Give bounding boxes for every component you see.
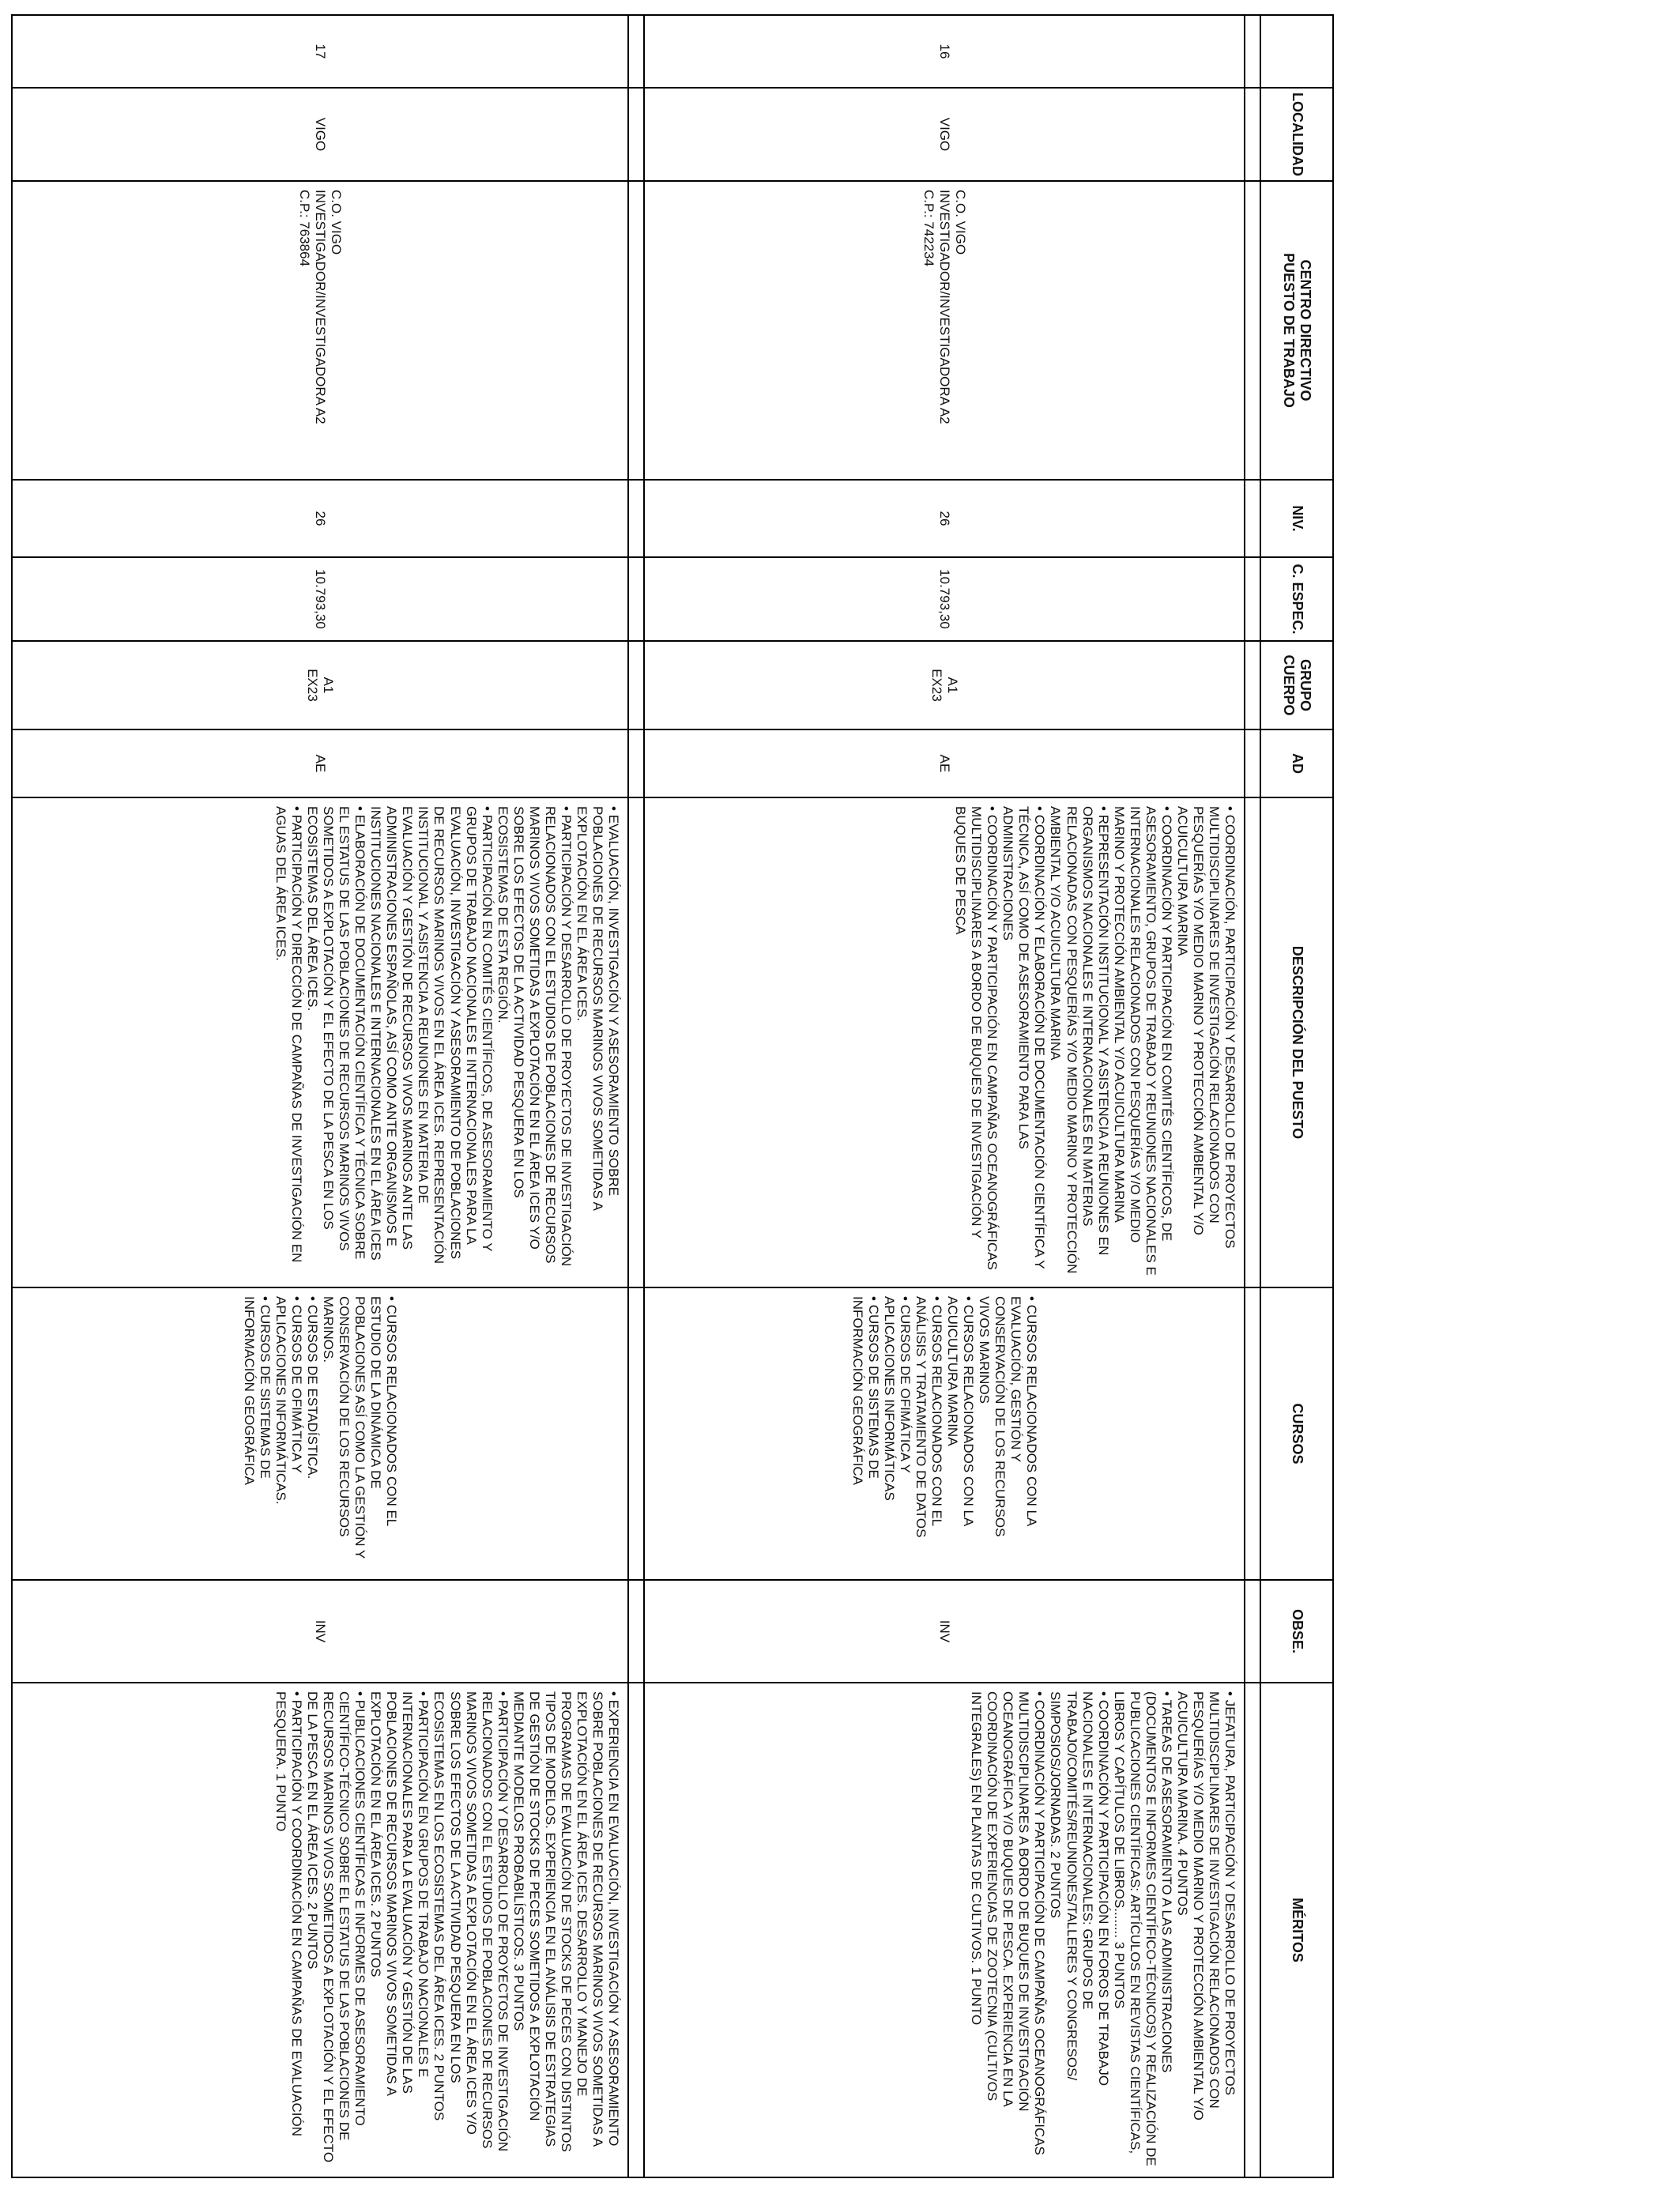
cursos-item: • CURSOS DE OFIMÁTICA Y APLICACIONES INFORMÁTICAS: [881, 1296, 913, 1571]
descripcion-item: • COORDINACIÓN Y PARTICIPACIÓN EN CAMPAÑAS OCEANOGRÁFICAS MULTIDISCIPLINARES A BORDO DE BUQUES DE INVESTIGACIÓN Y BUQUES DE PESCA: [952, 806, 1000, 1279]
header-cespec: C. ESPEC.: [1260, 557, 1333, 641]
descripcion-item: • PARTICIPACIÓN Y DIRECCIÓN DE CAMPAÑAS DE INVESTIGACIÓN EN AGUAS DEL ÁREA ICES.: [273, 806, 304, 1279]
meritos-item: • JEFATURA, PARTICIPACIÓN Y DESARROLLO DE PROYECTOS MULTIDISCIPLINARES DE INVESTIGACIÓN RELACIONADOS CON PESQUERÍAS Y/O MEDIO MARINO Y PROTECCIÓN AMBIENTAL Y/O ACUICULTURA MARINA. 4 PUNTOS: [1174, 1691, 1237, 2169]
header-grupo-line1: GRUPO: [1298, 658, 1314, 711]
cursos-item: • CURSOS RELACIONADOS CON EL ESTUDIO DE LA DINÁMICA DE POBLACIONES ASÍ COMO LA GESTIÓN Y CONSERVACIÓN DE LOS RECURSOS MARINOS.: [320, 1296, 399, 1571]
header-descripcion: DESCRIPCIÓN DEL PUESTO: [1260, 797, 1333, 1287]
descripcion-cell: [644, 797, 1245, 1287]
niv-cell: 26: [12, 480, 628, 557]
cursos-cell: [12, 1287, 628, 1580]
meritos-item: • PARTICIPACIÓN Y DESARROLLO DE PROYECTOS DE INVESTIGACIÓN RELACIONADOS CON EL ESTUDIOS DE POBLACIONES DE RECURSOS MARINOS VIVOS SOMETIDAS A EXPLOTACIÓN EN EL ÁREA ICES Y/O SOBRE LOS EFECTOS DE LA ACTIVIDAD PESQUERA EN LOS ECOSISTEMAS EN LOS ECOSISTEMAS DEL ÁREA ICES. 2 PUNTOS: [431, 1691, 510, 2169]
localidad-cell: VIGO: [12, 88, 628, 181]
centro-line: C.P.: 742234: [921, 190, 936, 267]
cursos-item: • CURSOS DE OFIMÁTICA Y APLICACIONES INFORMÁTICAS.: [273, 1296, 304, 1571]
grupo-value: A1: [321, 677, 337, 694]
cursos-item: • CURSOS DE SISTEMAS DE INFORMACIÓN GEOGRÁFICA: [849, 1296, 881, 1571]
header-centro: [1260, 181, 1333, 480]
header-number: [1260, 15, 1333, 88]
header-cursos: CURSOS: [1260, 1287, 1333, 1580]
centro-line: C.O. VIGO: [329, 190, 345, 255]
descripcion-item: • ELABORACIÓN DE DOCUMENTACIÓN CIENTÍFICA Y TÉCNICA SOBRE EL ESTATUS DE LAS POBLACIONES DE RECURSOS MARINOS VIVOS SOMETIDOS A EXPLOTACIÓN Y EL EFECTO DE LA PESCA EN LOS ECOSISTEMAS DEL ÁREA ICES.: [304, 806, 367, 1279]
row-number: 16: [644, 15, 1245, 88]
ad-cell: AE: [644, 729, 1245, 797]
centro-cell: [12, 181, 628, 480]
header-obse: OBSE.: [1260, 1580, 1333, 1683]
meritos-item: • TAREAS DE ASESORAMIENTO A LAS ADMINISTRACIONES (DOCUMENTOS E INFORMES CIENTÍFICO-TÉCNICOS) Y REALIZACIÓN DE PUBLICACIONES CIENTÍFICAS: ARTÍCULOS EN REVISTAS CIENTÍFICAS, LIBROS Y CAPÍTULOS DE LIBROS........ 3 PUNTOS: [1111, 1691, 1174, 2169]
grupo-value: A1: [945, 677, 961, 694]
meritos-cell: [12, 1683, 628, 2177]
descripcion-item: • PARTICIPACIÓN EN COMITÉS CIENTÍFICOS, DE ASESORAMIENTO Y GRUPOS DE TRABAJO NACIONALES E INTERNACIONALES PARA LA EVALUACIÓN, INVESTIGACIÓN Y ASESORAMIENTO DE POBLACIONES DE RECURSOS MARINOS VIVOS EN EL ÁREA ICES. REPRESENTACIÓN INSTITUCIONAL Y ASISTENCIA A REUNIONES EN MATERIA DE EVALUACIÓN Y GESTIÓN DE RECURSOS VIVOS MARINOS ANTE LAS ADMINISTRACIONES ESPAÑOLAS, ASÍ COMO ANTE ORGANISMOS E INSTITUCIONES NACIONALES E INTERNACIONALES EN EL ÁREA ICES: [367, 806, 494, 1279]
cuerpo-value: EX23: [305, 669, 320, 702]
meritos-item: • PARTICIPACIÓN EN GRUPOS DE TRABAJO NACIONALES E INTERNACIONALES PARA LA EVALUACIÓN Y GESTIÓN DE LAS POBLACIONES DE RECURSOS MARINOS VIVOS SOMETIDAS A EXPLOTACIÓN EN EL ÁREA ICES. 2 PUNTOS: [367, 1691, 431, 2169]
spacer-row: [1245, 15, 1260, 2177]
centro-line: INVESTIGADOR/INVESTIGADORA A2: [937, 190, 953, 424]
descripcion-item: • EVALUACIÓN, INVESTIGACIÓN Y ASESORAMIENTO SOBRE POBLACIONES DE RECURSOS MARINOS VIVOS SOMETIDAS A EXPLOTACIÓN EN EL ÁREA ICES.: [574, 806, 621, 1279]
job-positions-table: [11, 14, 1334, 2178]
header-centro-line2: PUESTO DE TRABAJO: [1281, 253, 1297, 408]
localidad-cell: VIGO: [644, 88, 1245, 181]
meritos-cell: [644, 1683, 1245, 2177]
centro-cell: [644, 181, 1245, 480]
meritos-item: • COORDINACIÓN Y PARTICIPACIÓN EN FOROS DE TRABAJO NACIONALES E INTERNACIONALES: GRUPOS DE TRABAJO/COMITÉS/REUNIONES/TALLERES Y CONGRESOS/ SIMPOSIOS/JORNADAS. 2 PUNTOS: [1047, 1691, 1110, 2169]
cuerpo-value: EX23: [929, 669, 944, 702]
cursos-item: • CURSOS RELACIONADOS CON LA EVALUACIÓN, GESTIÓN Y CONSERVACIÓN DE LOS RECURSOS VIVOS MARINOS: [976, 1296, 1039, 1571]
cursos-item: • CURSOS DE ESTADÍSTICA.: [304, 1296, 320, 1571]
header-niv: NIV.: [1260, 480, 1333, 557]
meritos-item: • PUBLICACIONES CIENTÍFICAS E INFORMES DE ASESORAMIENTO CIENTÍFICO-TÉCNICO SOBRE EL ESTATUS DE LAS POBLACIONES DE RECURSOS MARINOS VIVOS SOMETIDOS A EXPLOTACIÓN Y EL EFECTO DE LA PESCA EN EL ÁREA ICES. 2 PUNTOS: [304, 1691, 367, 2169]
cursos-item: • CURSOS DE SISTEMAS DE INFORMACIÓN GEOGRÁFICA: [241, 1296, 273, 1571]
cespec-cell: 10.793,30: [12, 557, 628, 641]
descripcion-cell: [12, 797, 628, 1287]
obse-cell: INV: [644, 1580, 1245, 1683]
niv-cell: 26: [644, 480, 1245, 557]
grupo-cell: [12, 641, 628, 729]
centro-line: C.O. VIGO: [953, 190, 969, 255]
centro-line: INVESTIGADOR/INVESTIGADORA A2: [313, 190, 329, 424]
descripcion-item: • PARTICIPACIÓN Y DESARROLLO DE PROYECTOS DE INVESTIGACIÓN RELACIONADOS CON EL ESTUDIOS DE POBLACIONES DE RECURSOS MARINOS VIVOS SOMETIDAS A EXPLOTACIÓN EN EL ÁREA ICES Y/O SOBRE LOS EFECTOS DE LA ACTIVIDAD PESQUERA EN LOS ECOSISTEMAS DE ESTA REGIÓN.: [495, 806, 574, 1279]
header-grupo-line2: CUERPO: [1281, 654, 1297, 716]
descripcion-item: • COORDINACIÓN, PARTICIPACIÓN Y DESARROLLO DE PROYECTOS MULTIDISCIPLINARES DE INVESTIGACIÓN RELACIONADOS CON PESQUERÍAS Y/O MEDIO MARINO Y PROTECCIÓN AMBIENTAL Y/O ACUICULTURA MARINA: [1174, 806, 1237, 1279]
header-ad: AD: [1260, 729, 1333, 797]
spacer-row: [628, 15, 644, 2177]
meritos-item: • COORDINACIÓN Y PARTICIPACIÓN DE CAMPAÑAS OCEANOGRÁFICAS MULTIDISCIPLINARES A BORDO DE BUQUES DE INVESTIGACIÓN OCEANOGRÁFICA Y/O BUQUES DE PESCA. EXPERIENCIA EN LA COORDINACIÓN DE EXPERIENCIAS DE ZOOTECNIA (CULTIVOS INTEGRALES) EN PLANTAS DE CULTIVOS. 1 PUNTO: [968, 1691, 1047, 2169]
descripcion-item: • COORDINACIÓN Y PARTICIPACIÓN EN COMITÉS CIENTÍFICOS, DE ASESORAMIENTO, GRUPOS DE TRABAJO Y REUNIONES NACIONALES E INTERNACIONALES RELACIONADOS CON PESQUERÍAS Y/O MEDIO MARINO Y PROTECCIÓN AMBIENTAL Y/O ACUICULTURA MARINA: [1111, 806, 1174, 1279]
table-row: [644, 15, 1245, 2177]
cespec-cell: 10.793,30: [644, 557, 1245, 641]
cursos-item: • CURSOS RELACIONADOS CON EL ANÁLISIS Y TRATAMIENTO DE DATOS: [913, 1296, 944, 1571]
meritos-item: • PARTICIPACIÓN Y COORDINACIÓN EN CAMPAÑAS DE EVALUACIÓN PESQUERA. 1 PUNTO: [273, 1691, 304, 2169]
table-row: [12, 15, 628, 2177]
header-centro-line1: CENTRO DIRECTIVO: [1298, 259, 1314, 401]
meritos-item: • EXPERIENCIA EN EVALUACIÓN, INVESTIGACIÓN Y ASESORAMIENTO SOBRE POBLACIONES DE RECURSOS MARINOS VIVOS SOMETIDAS A EXPLOTACIÓN EN EL ÁREA ICES. DESARROLLO Y MANEJO DE PROGRAMAS DE EVALUACIÓN DE STOCKS DE PECES CON DISTINTOS TIPOS DE MODELOS. EXPERIENCIA EN EL ANÁLISIS DE ESTRATEGIAS DE GESTIÓN DE STOCKS DE PECES SOMETIDOS A EXPLOTACIÓN MEDIANTE MODELOS PROBABILÍSTICOS. 3 PUNTOS: [510, 1691, 621, 2169]
centro-line: C.P.: 763864: [296, 190, 312, 267]
header-row: [1260, 15, 1333, 2177]
cursos-cell: [644, 1287, 1245, 1580]
descripcion-item: • COORDINACIÓN Y ELABORACIÓN DE DOCUMENTACIÓN CIENTÍFICA Y TÉCNICA, ASÍ COMO DE ASESORAMIENTO PARA LAS ADMINISTRACIONES: [1000, 806, 1047, 1279]
row-number: 17: [12, 15, 628, 88]
obse-cell: INV: [12, 1580, 628, 1683]
descripcion-item: • REPRESENTACIÓN INSTITUCIONAL Y ASISTENCIA A REUNIONES EN ORGANISMOS NACIONALES E INTERNACIONALES EN MATERIAS RELACIONADAS CON PESQUERÍAS Y/O MEDIO MARINO Y PROTECCIÓN AMBIENTAL Y/O ACUICULTURA MARINA: [1047, 806, 1110, 1279]
cursos-item: • CURSOS RELACIONADOS CON LA ACUICULTURA MARINA: [944, 1296, 976, 1571]
ad-cell: AE: [12, 729, 628, 797]
grupo-cell: [644, 641, 1245, 729]
header-grupo: [1260, 641, 1333, 729]
header-localidad: LOCALIDAD: [1260, 88, 1333, 181]
header-meritos: MÉRITOS: [1260, 1683, 1333, 2177]
